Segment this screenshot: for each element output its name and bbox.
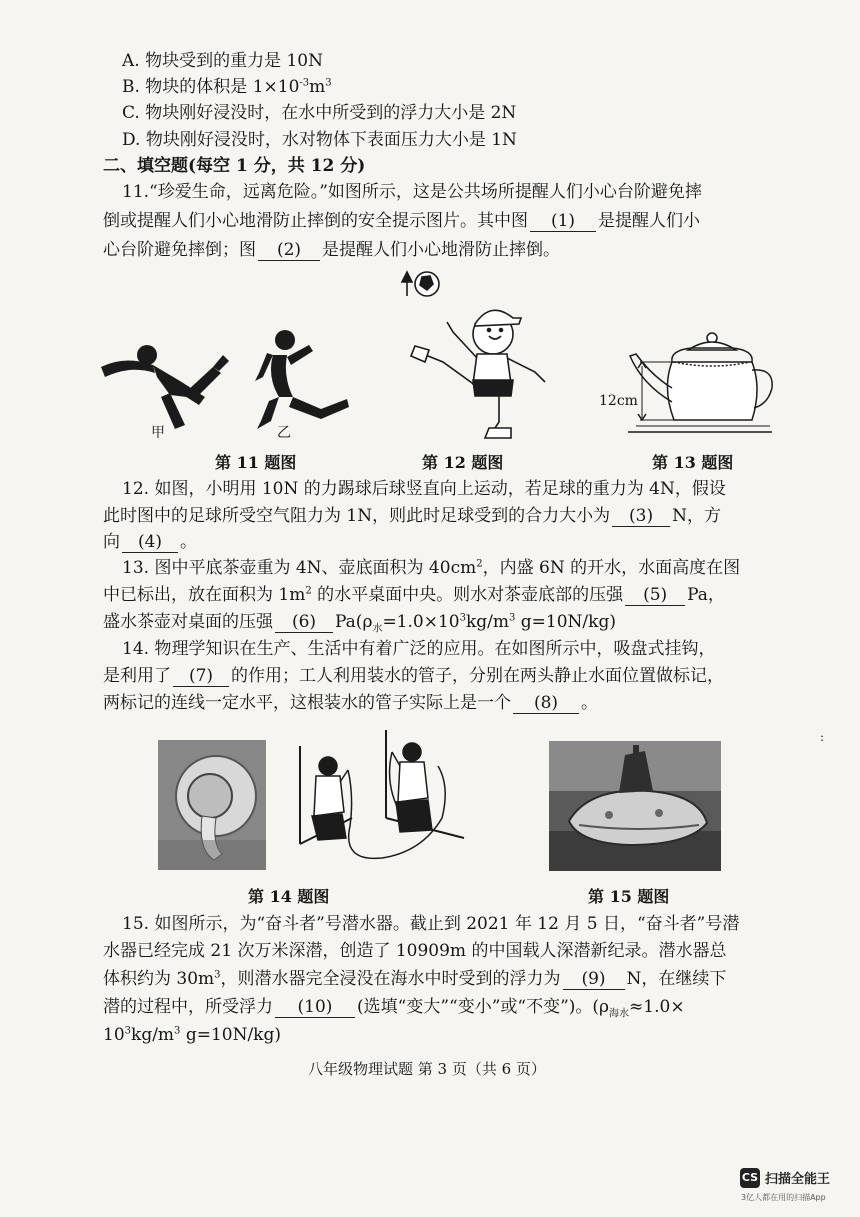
- figure-13-teapot: [596, 328, 776, 440]
- q12-line3: 向 (4) 。: [103, 532, 197, 552]
- camscanner-brand: 扫描全能王: [765, 1172, 831, 1187]
- camscanner-tagline: 3亿人都在用的扫描App: [741, 1193, 826, 1202]
- answer-blank-1[interactable]: (1): [530, 211, 596, 232]
- q13-line2: 中已标出，放在面积为 $1m^2$ 的水平桌面中央。则水对茶壶底部的压强 (5) Pa，: [103, 585, 725, 605]
- q15-line2: 水器已经完成 21 次万米深潜，创造了 10909m 的中国载人深潜新纪录。潜水器总: [103, 941, 727, 961]
- answer-blank-9[interactable]: (9): [563, 969, 625, 990]
- answer-blank-10[interactable]: (10): [275, 997, 355, 1018]
- caption-fig15: 第 15 题图: [588, 887, 670, 906]
- answer-blank-3[interactable]: (3): [612, 506, 670, 527]
- q12-line1: 12. 如图，小明用 10N 的力踢球后球竖直向上运动，若足球的重力为 4N，假设: [122, 479, 726, 499]
- figure-15-submersible-photo: [549, 741, 721, 871]
- answer-blank-5[interactable]: (5): [625, 585, 685, 606]
- side-mark: :: [820, 730, 825, 744]
- answer-blank-6[interactable]: (6): [275, 612, 333, 633]
- label-jia: 甲: [151, 425, 165, 441]
- caption-fig14: 第 14 题图: [248, 887, 330, 906]
- answer-blank-7[interactable]: (7): [173, 666, 229, 687]
- q14-line3: 两标记的连线一定水平，这根装水的管子实际上是一个 (8) 。: [103, 693, 598, 713]
- q14-line1: 14. 物理学知识在生产、生活中有着广泛的应用。在如图所示中，吸盘式挂钩，: [122, 639, 716, 659]
- option-d: D. 物块刚好浸没时，水对物体下表面压力大小是 1N: [122, 130, 517, 150]
- option-c: C. 物块刚好浸没时，在水中所受到的浮力大小是 2N: [122, 103, 517, 123]
- label-yi: 乙: [277, 425, 291, 441]
- q15-line5: $10^3kg/m^3$ g=10N/kg): [103, 1025, 282, 1045]
- q13-line1: 13. 图中平底茶壶重为 4N、壶底面积为 $40cm^2$，内盛 6N 的开水，水面高度在图: [122, 558, 741, 578]
- camscanner-logo-icon: CS: [740, 1168, 760, 1188]
- figure-11-pictograms: [95, 325, 360, 445]
- q14-line2: 是利用了 (7) 的作用；工人利用装水的管子，分别在两头静止水面位置做标记，: [103, 666, 724, 686]
- caption-fig11: 第 11 题图: [215, 453, 297, 472]
- q15-line3: 体积约为 $30m^3$，则潜水器完全浸没在海水中时受到的浮力为 (9) N，在继续下: [103, 969, 727, 989]
- answer-blank-8[interactable]: (8): [513, 693, 579, 714]
- q13-line3: 盛水茶壶对桌面的压强 (6) $Pa(\rho_水=1.0\times 10^3kg/m^3$ g=10N/kg): [103, 612, 616, 635]
- q12-line2: 此时图中的足球所受空气阻力为 1N，则此时足球受到的合力大小为 (3) N，方: [103, 506, 721, 526]
- caption-fig12: 第 12 题图: [422, 453, 504, 472]
- answer-blank-2[interactable]: (2): [258, 240, 320, 261]
- figure-14-water-level-workers: [292, 726, 470, 874]
- q11-line2: 倒或提醒人们小心地滑防止摔倒的安全提示图片。其中图 (1) 是提醒人们小: [103, 211, 700, 231]
- pictogram-jia: [101, 345, 229, 429]
- answer-blank-4[interactable]: (4): [122, 532, 178, 553]
- q11-line1: 11.“珍爱生命，远离危险。”如图所示，这是公共场所提醒人们小心台阶避免摔: [122, 182, 702, 202]
- option-a: A. 物块受到的重力是 10N: [122, 51, 323, 71]
- option-b: B. 物块的体积是 $1\times 10^{-3}m^3$: [122, 77, 332, 97]
- q15-line1: 15. 如图所示，为“奋斗者”号潜水器。截止到 2021 年 12 月 5 日，“奋斗者”号潜: [122, 914, 740, 934]
- teapot-height-label: 12cm: [599, 393, 638, 409]
- q11-line3: 心台阶避免摔倒；图 (2) 是提醒人们小心地滑防止摔倒。: [103, 240, 560, 260]
- figure-14-suction-hook-photo: [158, 740, 266, 870]
- figure-12-kicking-boy: [395, 262, 555, 440]
- pictogram-yi: [255, 330, 349, 429]
- q15-line4: 潜的过程中，所受浮力 (10) (选填“变大”“变小”或“不变”)。($\rho_{海水}\approx 1.0\times$: [103, 997, 685, 1020]
- caption-fig13: 第 13 题图: [652, 453, 734, 472]
- page-footer: 八年级物理试题 第 3 页（共 6 页）: [308, 1060, 546, 1078]
- section-heading: 二、填空题(每空 1 分，共 12 分): [103, 156, 366, 176]
